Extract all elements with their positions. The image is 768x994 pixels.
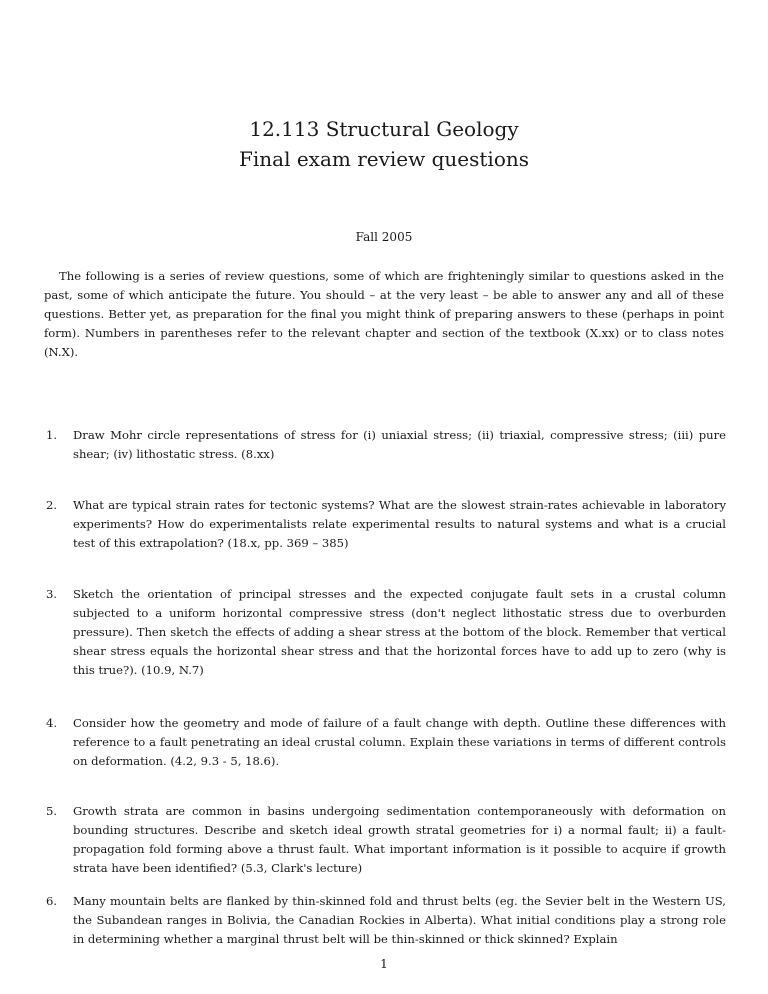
question-text: Sketch the orientation of principal stresses and the expected conjugate fault sets in a crustal column subjected to a uniform horizontal compressive stress (don't neglect lithostatic stress due to overburden pressure). Then sketch the effects of adding a shear stress at the bottom of the block. Remember that vertical shear stress equals the horizontal shear stress and that the horizontal forces have to add up to zero (why is this true?). (10.9, N.7): [73, 587, 726, 677]
question-item: [46, 496, 726, 553]
question-text: What are typical strain rates for tectonic systems? What are the slowest strain-rates achievable in laboratory experiments? How do experimentalists relate experimental results to natural systems and what is a crucial test of this extrapolation? (18.x, pp. 369 – 385): [73, 498, 726, 550]
question-item: [46, 802, 726, 878]
course-title: 12.113 Structural Geology: [249, 117, 519, 141]
question-text: Draw Mohr circle representations of stress for (i) uniaxial stress; (ii) triaxial, compressive stress; (iii) pure shear; (iv) lithostatic stress. (8.xx): [73, 428, 726, 461]
question-item: [46, 426, 726, 464]
question-number: 2.: [46, 498, 58, 512]
question-item: [46, 714, 726, 771]
question-text: Many mountain belts are flanked by thin-skinned fold and thrust belts (eg. the Sevier belt in the Western US, the Subandean ranges in Bolivia, the Canadian Rockies in Alberta). What initial conditions play a strong role in determining whether a marginal thrust belt will be thin-skinned or thick skinned? Explain: [73, 894, 726, 946]
question-number: 5.: [46, 804, 58, 818]
intro-paragraph: The following is a series of review questions, some of which are frighteningly similar to questions asked in the past, some of which anticipate the future. You should – at the very least – be able to answer any and all of these questions. Better yet, as preparation for the final you might think of preparing answers to these (perhaps in point form). Numbers in parentheses refer to the relevant chapter and section of the textbook (X.xx) or to class notes (N.X).: [44, 269, 724, 359]
question-text: Growth strata are common in basins undergoing sedimentation contemporaneously with deformation on bounding structures. Describe and sketch ideal growth stratal geometries for i) a normal fault; ii) a fault-propagation fold forming above a thrust fault. What important information is it possible to acquire if growth strata have been identified? (5.3, Clark's lecture): [73, 804, 726, 875]
question-number: 1.: [46, 428, 58, 442]
question-item: [46, 892, 726, 949]
title-block: [0, 114, 768, 174]
page-number: 1: [380, 957, 388, 971]
question-number: 3.: [46, 587, 58, 601]
question-number: 6.: [46, 894, 58, 908]
term-label: Fall 2005: [355, 230, 413, 244]
document-title: Final exam review questions: [239, 147, 529, 171]
question-item: [46, 585, 726, 680]
question-text: Consider how the geometry and mode of failure of a fault change with depth. Outline these differences with reference to a fault penetrating an ideal crustal column. Explain these variations in terms of different controls on deformation. (4.2, 9.3 - 5, 18.6).: [73, 716, 726, 768]
question-number: 4.: [46, 716, 58, 730]
